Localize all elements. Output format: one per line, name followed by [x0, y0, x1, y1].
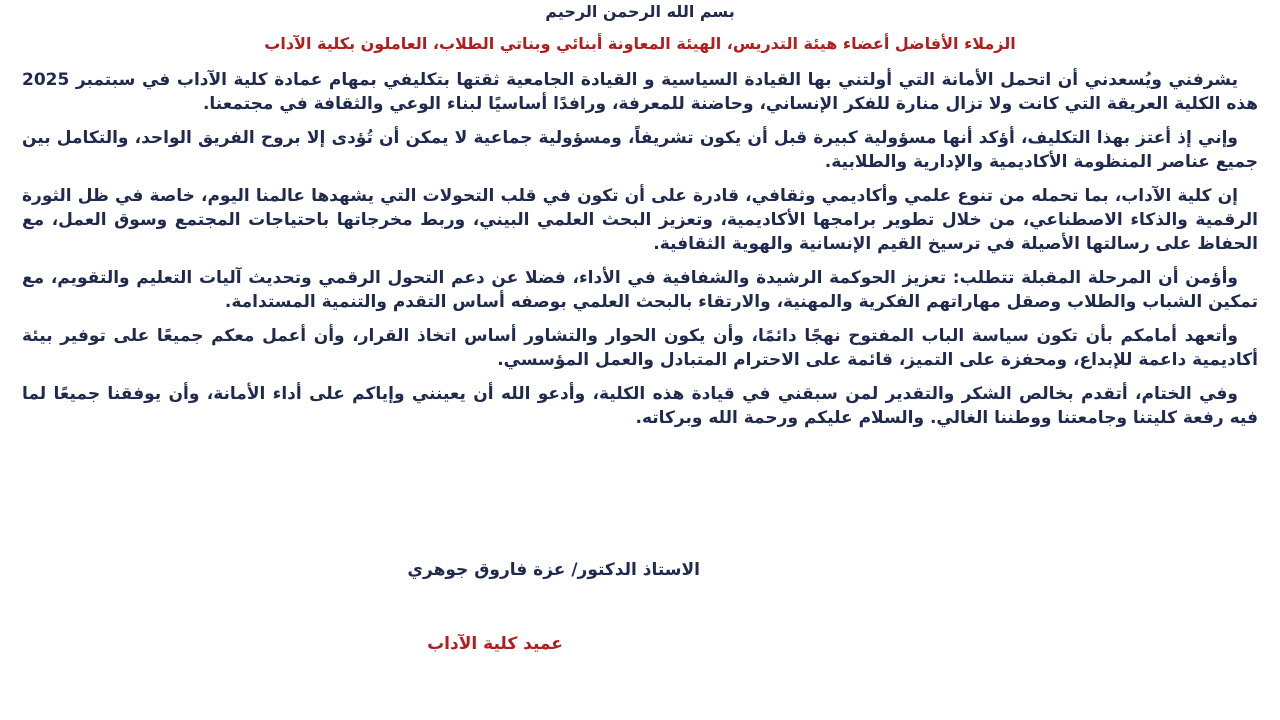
paragraph-faculty-role: إن كلية الآداب، بما تحمله من تنوع علمي وأكاديمي وثقافي، قادرة على أن تكون في قلب التحولات التي يشهدها عالمنا اليوم، خاصة في ظل الثورة الرقمية والذكاء الاصطناعي، من خلال تطوير برامجها الأكاديمية، وتعزيز البحث العلمي البيني، وربط مخرجاتها باحتياجات المجتمع وسوق العمل، مع الحفاظ على رسالتها الأصيلة في ترسيخ القيم الإنسانية والهوية الثقافية. — [22, 186, 1258, 254]
paragraph-pledge: وأتعهد أمامكم بأن تكون سياسة الباب المفتوح نهجًا دائمًا، وأن يكون الحوار والتشاور أساس اتخاذ القرار، وأن أعمل معكم جميعًا على توفير بيئة أكاديمية داعمة للإبداع، ومحفزة على التميز، قائمة على الاحترام المتبادل والعمل المؤسسي. — [22, 326, 1258, 370]
letter-body — [22, 68, 1258, 440]
paragraph-intro: يشرفني ويُسعدني أن اتحمل الأمانة التي أولتني بها القيادة السياسية و القيادة الجامعية ثقتها بتكليفي بمهام عمادة كلية الآداب في سبتمبر 2025 هذه الكلية العريقة التي كانت ولا تزال منارة للفكر الإنساني، وحاضنة للمعرفة، ورافدًا أساسيًا لبناء الوعي والثقافة في مجتمعنا. — [22, 70, 1258, 114]
paragraph-next-phase: وأؤمن أن المرحلة المقبلة تتطلب: تعزيز الحوكمة الرشيدة والشفافية في الأداء، فضلا عن دعم التحول الرقمي وتحديث آليات التعليم والتقويم، مع تمكين الشباب والطلاب وصقل مهاراتهم الفكرية والمهنية، والارتقاء بالبحث العلمي بوصفه أساس التقدم والتنمية المستدامة. — [22, 268, 1258, 312]
signature-name: الاستاذ الدكتور/ عزة فاروق جوهري — [407, 560, 700, 580]
signature-block — [407, 560, 700, 580]
greeting-line: الزملاء الأفاضل أعضاء هيئة التدريس، الهيئة المعاونة أبنائي وبناتي الطلاب، العاملون بكلية الآداب — [264, 34, 1016, 53]
paragraph-responsibility: وإني إذ أعتز بهذا التكليف، أؤكد أنها مسؤولية كبيرة قبل أن يكون تشريفاً، ومسؤولية جماعية لا يمكن أن تُؤدى إلا بروح الفريق الواحد، والتكامل بين جميع عناصر المنظومة الأكاديمية والإدارية والطلابية. — [22, 128, 1258, 172]
basmala-heading: بسم الله الرحمن الرحيم — [545, 2, 735, 21]
paragraph-closing: وفي الختام، أتقدم بخالص الشكر والتقدير لمن سبقني في قيادة هذه الكلية، وأدعو الله أن يعينني وإياكم على أداء الأمانة، وأن يوفقنا جميعًا لما فيه رفعة كليتنا وجامعتنا ووطننا الغالي. والسلام عليكم ورحمة الله وبركاته. — [22, 384, 1258, 428]
dean-title: عميد كلية الآداب — [427, 634, 563, 654]
